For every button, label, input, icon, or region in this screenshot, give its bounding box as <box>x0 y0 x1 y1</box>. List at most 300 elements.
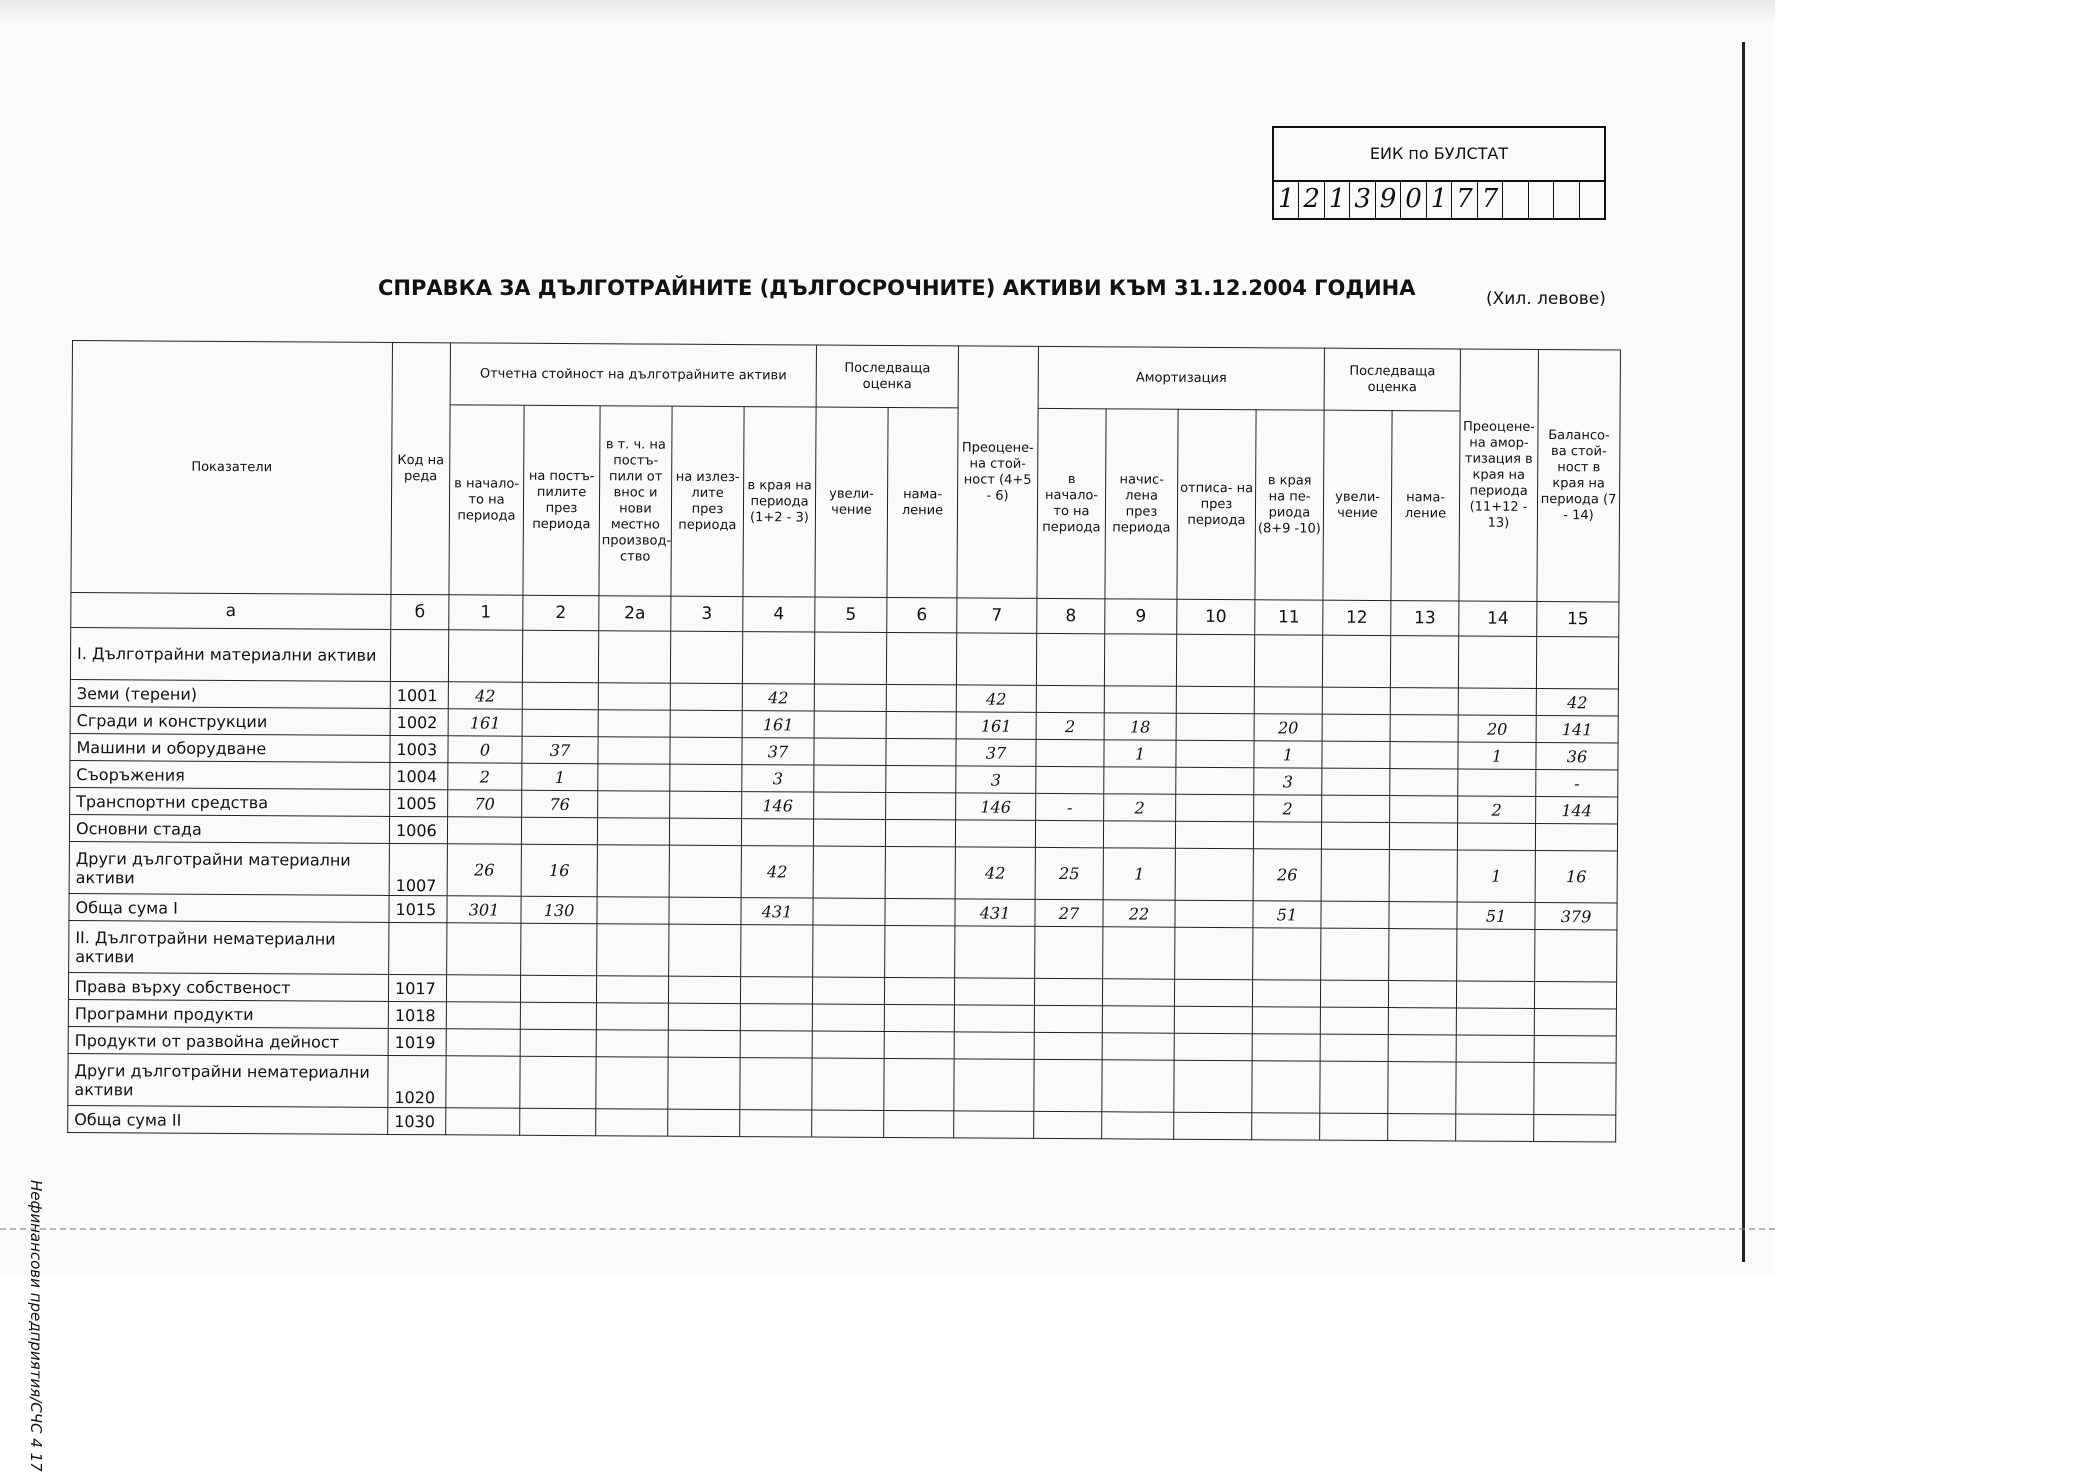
value-cell[interactable] <box>954 1111 1034 1138</box>
value-cell[interactable]: 431 <box>741 898 813 925</box>
value-cell[interactable]: 3 <box>1254 768 1322 795</box>
value-cell[interactable] <box>1320 1007 1388 1034</box>
value-cell[interactable] <box>1102 979 1174 1006</box>
value-cell[interactable] <box>1176 794 1254 821</box>
row-label: Машини и оборудване <box>70 733 390 762</box>
value-cell[interactable]: 42 <box>448 682 522 709</box>
value-cell[interactable]: 25 <box>1035 847 1103 899</box>
value-cell[interactable] <box>1534 981 1616 1009</box>
column-number: 7 <box>957 598 1037 633</box>
value-cell[interactable] <box>1176 686 1254 713</box>
eik-digit-cell: 1 <box>1325 180 1350 218</box>
column-number: 5 <box>815 597 887 632</box>
value-cell[interactable] <box>812 1058 884 1110</box>
value-cell[interactable] <box>812 1110 884 1137</box>
value-cell[interactable] <box>1254 687 1322 714</box>
value-cell[interactable] <box>596 1109 668 1136</box>
eik-digit-cell: 7 <box>1478 180 1503 218</box>
value-cell[interactable]: 3 <box>956 766 1036 793</box>
row-label: Транспортни средства <box>70 787 390 816</box>
value-cell[interactable] <box>669 845 741 897</box>
value-cell[interactable] <box>446 1108 520 1135</box>
value-cell[interactable] <box>1252 1034 1320 1061</box>
value-cell[interactable] <box>1174 1112 1252 1139</box>
table-body <box>68 627 1619 1141</box>
value-cell[interactable]: - <box>1036 793 1104 820</box>
value-cell[interactable] <box>885 819 955 846</box>
value-cell[interactable] <box>954 1032 1034 1059</box>
column-number: 15 <box>1537 601 1619 637</box>
value-cell[interactable] <box>1458 769 1536 796</box>
value-cell[interactable] <box>668 1003 740 1030</box>
value-cell[interactable] <box>670 737 742 764</box>
value-cell[interactable] <box>886 711 956 738</box>
value-cell[interactable] <box>1388 981 1456 1008</box>
value-cell[interactable] <box>1390 636 1458 688</box>
value-cell[interactable] <box>1035 820 1103 847</box>
value-cell[interactable] <box>1456 1114 1534 1141</box>
header-c10: отписа- на през периода <box>1177 409 1256 599</box>
value-cell[interactable] <box>954 978 1034 1005</box>
value-cell[interactable] <box>1034 1059 1102 1111</box>
value-cell[interactable] <box>886 632 956 684</box>
value-cell[interactable] <box>1322 635 1390 687</box>
value-cell[interactable] <box>1320 1061 1388 1113</box>
header-c11: в края на пе- риода (8+9 -10) <box>1255 410 1324 600</box>
value-cell[interactable] <box>670 710 742 737</box>
value-cell[interactable] <box>668 976 740 1003</box>
value-cell[interactable] <box>955 926 1035 978</box>
value-cell[interactable] <box>1535 823 1617 851</box>
eik-digit-cell: 2 <box>1299 180 1324 218</box>
value-cell[interactable]: 37 <box>742 738 814 765</box>
value-cell[interactable]: 26 <box>1253 849 1321 901</box>
value-cell[interactable] <box>884 1058 954 1110</box>
value-cell[interactable] <box>1322 741 1390 768</box>
value-cell[interactable]: 20 <box>1458 715 1536 742</box>
value-cell[interactable] <box>520 1029 596 1056</box>
value-cell[interactable] <box>740 977 812 1004</box>
value-cell[interactable] <box>1388 1035 1456 1062</box>
value-cell[interactable] <box>740 1031 812 1058</box>
header-c8: в начало- то на периода <box>1037 408 1106 598</box>
table-row <box>70 627 1618 688</box>
column-number: 3 <box>671 596 743 631</box>
value-cell[interactable] <box>1174 1033 1252 1060</box>
units-label: (Хил. левове) <box>1486 289 1606 309</box>
eik-box <box>1272 126 1606 220</box>
value-cell[interactable] <box>1390 688 1458 715</box>
value-cell[interactable] <box>1036 633 1104 685</box>
table-row <box>68 1053 1616 1114</box>
value-cell[interactable] <box>598 631 670 683</box>
value-cell[interactable] <box>1322 687 1390 714</box>
value-cell[interactable]: 22 <box>1103 900 1175 927</box>
value-cell[interactable] <box>596 1030 668 1057</box>
value-cell[interactable] <box>1175 900 1253 927</box>
value-cell[interactable]: 18 <box>1104 713 1176 740</box>
row-label: Други дълготрайни материални активи <box>69 841 389 895</box>
value-cell[interactable] <box>597 897 669 924</box>
value-cell[interactable]: 2 <box>1036 712 1104 739</box>
column-number: 11 <box>1255 600 1323 635</box>
value-cell[interactable] <box>1102 1006 1174 1033</box>
row-label: I. Дълготрайни материални активи <box>70 627 390 681</box>
header-c12: увели- чение <box>1323 410 1392 600</box>
value-cell[interactable] <box>447 923 521 975</box>
value-cell[interactable] <box>1390 796 1458 823</box>
value-cell[interactable] <box>884 977 954 1004</box>
value-cell[interactable] <box>1174 1060 1252 1112</box>
value-cell[interactable]: 1 <box>1457 850 1535 902</box>
value-cell[interactable] <box>448 630 522 682</box>
value-cell[interactable] <box>1390 769 1458 796</box>
value-cell[interactable]: 379 <box>1535 902 1617 930</box>
value-cell[interactable]: 1 <box>1104 740 1176 767</box>
value-cell[interactable] <box>1458 636 1536 688</box>
column-number: 4 <box>743 597 815 632</box>
header-revalued-amort: Преоцене- на амор- тизация в края на периода (11+12 - 13) <box>1459 349 1539 601</box>
value-cell[interactable] <box>1102 1060 1174 1112</box>
value-cell[interactable] <box>954 1005 1034 1032</box>
value-cell[interactable] <box>669 924 741 976</box>
header-c1: в начало- то на периода <box>449 405 524 595</box>
value-cell[interactable] <box>1035 926 1103 978</box>
value-cell[interactable] <box>884 1110 954 1137</box>
value-cell[interactable]: - <box>1536 769 1618 797</box>
column-number: 2а <box>599 596 671 631</box>
value-cell[interactable] <box>886 738 956 765</box>
value-cell[interactable] <box>598 737 670 764</box>
value-cell[interactable] <box>1174 979 1252 1006</box>
column-number: а <box>71 592 391 629</box>
row-code: 1004 <box>390 762 448 789</box>
value-cell[interactable]: 2 <box>1104 794 1176 821</box>
value-cell[interactable] <box>446 1029 520 1056</box>
value-cell[interactable]: 42 <box>955 847 1035 899</box>
value-cell[interactable] <box>813 846 885 898</box>
value-cell[interactable] <box>812 1004 884 1031</box>
value-cell[interactable] <box>813 898 885 925</box>
value-cell[interactable] <box>521 923 597 975</box>
value-cell[interactable] <box>1389 850 1457 902</box>
value-cell[interactable] <box>884 1004 954 1031</box>
row-label: Земи (терени) <box>70 679 390 708</box>
value-cell[interactable] <box>669 818 741 845</box>
value-cell[interactable]: 42 <box>742 684 814 711</box>
value-cell[interactable] <box>1254 635 1322 687</box>
row-code: 1003 <box>390 735 448 762</box>
value-cell[interactable] <box>1456 1035 1534 1062</box>
value-cell[interactable]: 1 <box>1458 742 1536 769</box>
value-cell[interactable] <box>1457 823 1535 850</box>
row-code: 1030 <box>388 1107 446 1134</box>
side-note: Нефинансови предприятия/СЧС 4 17 <box>27 1180 45 1472</box>
value-cell[interactable] <box>670 791 742 818</box>
value-cell[interactable] <box>1457 929 1535 981</box>
value-cell[interactable] <box>886 684 956 711</box>
row-code: 1019 <box>388 1028 446 1055</box>
row-label: Сгради и конструкции <box>70 706 390 735</box>
value-cell[interactable] <box>1034 978 1102 1005</box>
value-cell[interactable] <box>886 792 956 819</box>
value-cell[interactable]: 161 <box>742 711 814 738</box>
value-cell[interactable] <box>598 683 670 710</box>
header-c2: на постъ- пилите през периода <box>523 405 600 595</box>
value-cell[interactable] <box>1252 1061 1320 1113</box>
value-cell[interactable]: 76 <box>522 790 598 817</box>
value-cell[interactable] <box>1176 713 1254 740</box>
value-cell[interactable] <box>1034 1111 1102 1138</box>
value-cell[interactable]: 20 <box>1254 714 1322 741</box>
value-cell[interactable] <box>954 1059 1034 1111</box>
value-cell[interactable] <box>1534 1035 1616 1063</box>
value-cell[interactable] <box>670 631 742 683</box>
scan-top-edge <box>0 0 1775 22</box>
value-cell[interactable] <box>1176 740 1254 767</box>
value-cell[interactable] <box>814 632 886 684</box>
value-cell[interactable] <box>1534 1114 1616 1142</box>
value-cell[interactable] <box>668 1030 740 1057</box>
row-code: 1020 <box>388 1055 446 1107</box>
eik-digit-cell <box>1580 180 1604 218</box>
value-cell[interactable]: 51 <box>1457 902 1535 929</box>
value-cell[interactable] <box>520 1002 596 1029</box>
value-cell[interactable] <box>813 925 885 977</box>
row-label: Продукти от развойна дейност <box>68 1026 388 1055</box>
value-cell[interactable] <box>1036 766 1104 793</box>
value-cell[interactable] <box>1388 1062 1456 1114</box>
value-cell[interactable] <box>668 1057 740 1109</box>
value-cell[interactable] <box>814 738 886 765</box>
value-cell[interactable] <box>1036 739 1104 766</box>
value-cell[interactable] <box>522 682 598 709</box>
row-label: Програмни продукти <box>68 999 388 1028</box>
value-cell[interactable] <box>1389 902 1457 929</box>
page-edge-line <box>1742 42 1745 1262</box>
value-cell[interactable] <box>814 792 886 819</box>
value-cell[interactable] <box>1322 714 1390 741</box>
value-cell[interactable] <box>1104 634 1176 686</box>
value-cell[interactable] <box>1322 795 1390 822</box>
value-cell[interactable] <box>1321 849 1389 901</box>
value-cell[interactable] <box>520 1056 596 1108</box>
value-cell[interactable] <box>1320 1034 1388 1061</box>
value-cell[interactable] <box>1174 1006 1252 1033</box>
row-label: II. Дълготрайни нематериални активи <box>69 920 389 974</box>
value-cell[interactable] <box>668 1109 740 1136</box>
value-cell[interactable] <box>1534 1008 1616 1036</box>
value-cell[interactable]: 144 <box>1536 796 1618 824</box>
value-cell[interactable] <box>955 820 1035 847</box>
value-cell[interactable] <box>885 898 955 925</box>
value-cell[interactable] <box>670 683 742 710</box>
value-cell[interactable] <box>598 791 670 818</box>
header-amort-revaluation: Последваща оценка <box>1324 348 1460 411</box>
value-cell[interactable] <box>596 1057 668 1109</box>
value-cell[interactable] <box>813 819 885 846</box>
value-cell[interactable]: 37 <box>956 739 1036 766</box>
value-cell[interactable] <box>1389 823 1457 850</box>
value-cell[interactable]: 146 <box>742 792 814 819</box>
value-cell[interactable] <box>741 819 813 846</box>
value-cell[interactable] <box>740 1110 812 1137</box>
value-cell[interactable] <box>884 1031 954 1058</box>
value-cell[interactable] <box>446 975 520 1002</box>
value-cell[interactable] <box>1320 980 1388 1007</box>
value-cell[interactable] <box>1322 768 1390 795</box>
eik-digit-cell <box>1503 180 1528 218</box>
value-cell[interactable] <box>812 1031 884 1058</box>
value-cell[interactable] <box>1175 927 1253 979</box>
eik-digits <box>1274 180 1604 218</box>
value-cell[interactable] <box>1320 1113 1388 1140</box>
value-cell[interactable] <box>597 845 669 897</box>
value-cell[interactable] <box>670 764 742 791</box>
value-cell[interactable]: 36 <box>1536 742 1618 770</box>
value-cell[interactable] <box>522 709 598 736</box>
row-label: Обща сума II <box>68 1105 388 1134</box>
value-cell[interactable]: 3 <box>742 765 814 792</box>
eik-digit-cell: 7 <box>1452 180 1477 218</box>
header-reporting-value: Отчетна стойност на дълготрайните активи <box>450 343 816 407</box>
value-cell[interactable] <box>596 976 668 1003</box>
value-cell[interactable] <box>1103 927 1175 979</box>
value-cell[interactable]: 2 <box>448 763 522 790</box>
value-cell[interactable]: 1 <box>1103 848 1175 900</box>
value-cell[interactable] <box>1390 715 1458 742</box>
value-cell[interactable] <box>597 924 669 976</box>
value-cell[interactable] <box>1388 1114 1456 1141</box>
value-cell[interactable] <box>1175 848 1253 900</box>
value-cell[interactable] <box>1388 1008 1456 1035</box>
value-cell[interactable] <box>1534 1062 1616 1114</box>
value-cell[interactable]: 2 <box>1458 796 1536 823</box>
value-cell[interactable] <box>1103 821 1175 848</box>
value-cell[interactable] <box>742 632 814 684</box>
value-cell[interactable] <box>447 817 521 844</box>
value-cell[interactable] <box>1034 1032 1102 1059</box>
value-cell[interactable]: 42 <box>741 846 813 898</box>
value-cell[interactable]: 16 <box>1535 850 1617 902</box>
value-cell[interactable] <box>520 1108 596 1135</box>
value-cell[interactable] <box>669 897 741 924</box>
value-cell[interactable] <box>1253 928 1321 980</box>
value-cell[interactable] <box>814 711 886 738</box>
value-cell[interactable] <box>522 630 598 682</box>
value-cell[interactable]: 26 <box>447 844 521 896</box>
value-cell[interactable] <box>1252 1113 1320 1140</box>
header-balance-value: Балансо- ва стой- ност в края на периода (7 - 14) <box>1537 349 1621 601</box>
value-cell[interactable] <box>885 846 955 898</box>
value-cell[interactable] <box>1321 822 1389 849</box>
value-cell[interactable]: 301 <box>447 896 521 923</box>
value-cell[interactable] <box>446 1056 520 1108</box>
value-cell[interactable] <box>1389 929 1457 981</box>
value-cell[interactable] <box>885 925 955 977</box>
row-code: 1018 <box>388 1001 446 1028</box>
value-cell[interactable]: 161 <box>956 712 1036 739</box>
eik-digit-cell: 0 <box>1401 180 1426 218</box>
value-cell[interactable] <box>1102 1033 1174 1060</box>
column-number: 13 <box>1391 601 1459 636</box>
value-cell[interactable] <box>1252 980 1320 1007</box>
value-cell[interactable]: 0 <box>448 736 522 763</box>
column-number: 9 <box>1105 599 1177 634</box>
value-cell[interactable] <box>1321 928 1389 980</box>
value-cell[interactable] <box>1535 929 1617 981</box>
row-code: 1005 <box>390 789 448 816</box>
value-cell[interactable] <box>597 818 669 845</box>
value-cell[interactable] <box>814 765 886 792</box>
form-title: СПРАВКА ЗА ДЪЛГОТРАЙНИТЕ (ДЪЛГОСРОЧНИТЕ) АКТИВИ КЪМ 31.12.2004 ГОДИНА <box>378 276 1416 300</box>
value-cell[interactable] <box>521 817 597 844</box>
value-cell[interactable] <box>1104 767 1176 794</box>
value-cell[interactable] <box>1176 767 1254 794</box>
value-cell[interactable] <box>1252 1007 1320 1034</box>
value-cell[interactable]: 130 <box>521 896 597 923</box>
value-cell[interactable]: 1 <box>522 763 598 790</box>
value-cell[interactable] <box>1036 685 1104 712</box>
value-cell[interactable]: 70 <box>448 790 522 817</box>
value-cell[interactable] <box>740 1004 812 1031</box>
value-cell[interactable] <box>1458 688 1536 715</box>
row-code <box>389 922 447 974</box>
value-cell[interactable] <box>956 633 1036 685</box>
value-cell[interactable]: 27 <box>1035 899 1103 926</box>
value-cell[interactable] <box>1321 901 1389 928</box>
value-cell[interactable]: 51 <box>1253 901 1321 928</box>
value-cell[interactable] <box>814 684 886 711</box>
value-cell[interactable] <box>598 764 670 791</box>
value-cell[interactable] <box>1104 686 1176 713</box>
value-cell[interactable]: 146 <box>956 793 1036 820</box>
value-cell[interactable]: 42 <box>956 685 1036 712</box>
value-cell[interactable] <box>1456 1008 1534 1035</box>
value-cell[interactable]: 16 <box>521 844 597 896</box>
value-cell[interactable]: 431 <box>955 899 1035 926</box>
value-cell[interactable] <box>446 1002 520 1029</box>
value-cell[interactable] <box>520 975 596 1002</box>
value-cell[interactable] <box>1390 742 1458 769</box>
value-cell[interactable] <box>596 1003 668 1030</box>
value-cell[interactable]: 1 <box>1254 741 1322 768</box>
value-cell[interactable] <box>1253 822 1321 849</box>
value-cell[interactable] <box>1175 821 1253 848</box>
value-cell[interactable] <box>812 977 884 1004</box>
value-cell[interactable] <box>1456 981 1534 1008</box>
value-cell[interactable] <box>886 765 956 792</box>
value-cell[interactable] <box>598 710 670 737</box>
value-cell[interactable] <box>1176 634 1254 686</box>
value-cell[interactable]: 141 <box>1536 715 1618 743</box>
value-cell[interactable] <box>1034 1005 1102 1032</box>
value-cell[interactable]: 42 <box>1536 688 1618 716</box>
header-c2a: в т. ч. на постъ- пили от внос и нови местно производ- ство <box>599 406 672 596</box>
eik-digit-cell: 1 <box>1427 180 1452 218</box>
value-cell[interactable] <box>1102 1112 1174 1139</box>
header-c13: нама- ление <box>1391 411 1460 601</box>
value-cell[interactable]: 37 <box>522 736 598 763</box>
value-cell[interactable]: 2 <box>1254 795 1322 822</box>
value-cell[interactable]: 161 <box>448 709 522 736</box>
value-cell[interactable] <box>740 1058 812 1110</box>
value-cell[interactable] <box>741 925 813 977</box>
header-c4: в края на периода (1+2 - 3) <box>743 407 816 597</box>
value-cell[interactable] <box>1536 636 1618 688</box>
scan-bottom-marks <box>0 1228 1775 1240</box>
value-cell[interactable] <box>1456 1062 1534 1114</box>
